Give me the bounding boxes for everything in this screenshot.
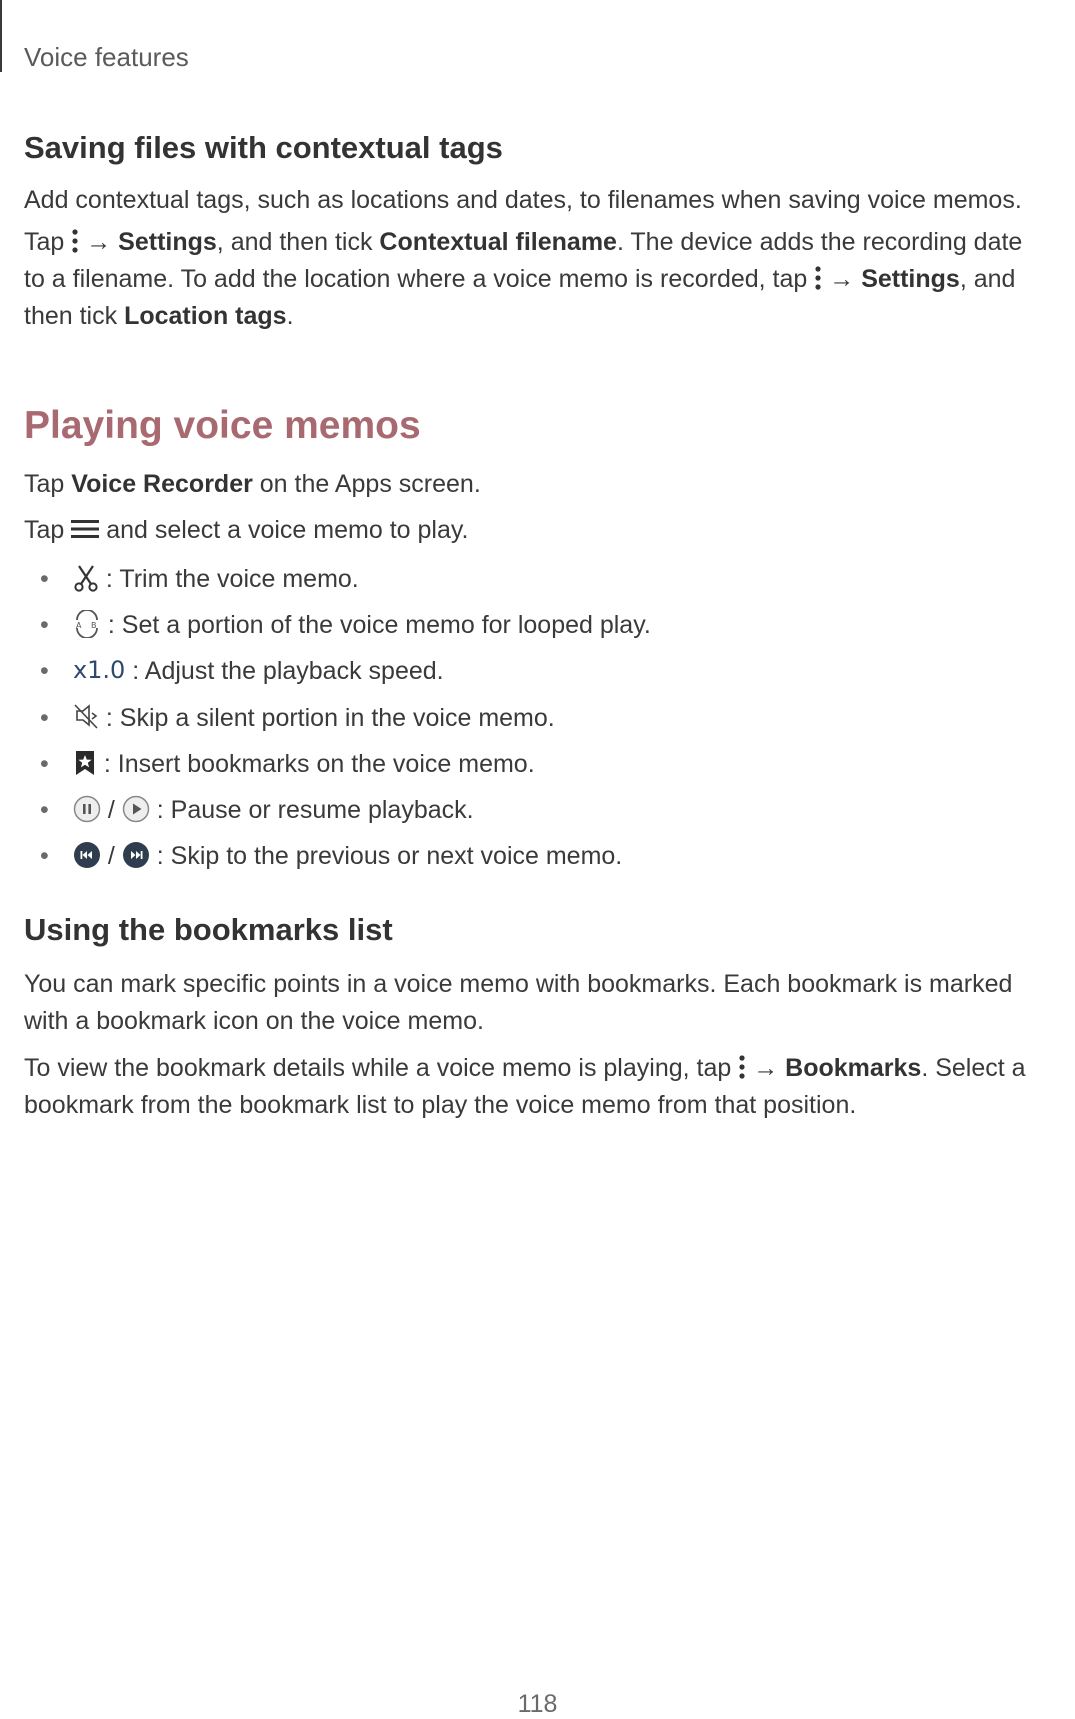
list-item: • / : Pause or resume playback. [40, 796, 474, 824]
bookmarks-instructions: To view the bookmark details while a voice memo is playing, tap → Bookmarks. Select a bookmark from the bookmark list to play the voice memo from that position. [24, 1054, 1026, 1119]
previous-icon [73, 841, 101, 869]
saving-instructions: Tap → Settings, and then tick Contextual filename. The device adds the recording date to a filename. To add the location where a voice memo is recorded, tap → Settings, and then tick Location tags. [24, 228, 1023, 330]
list-item: • x1.0 : Adjust the playback speed. [24, 653, 444, 691]
svg-text:A: A [75, 621, 82, 631]
list-item: • : Skip a silent portion in the voice memo. [40, 704, 555, 732]
more-options-icon [738, 1054, 746, 1080]
section-title-bookmarks: Using the bookmarks list [24, 912, 393, 947]
scissors-icon [73, 564, 99, 592]
list-icon [71, 518, 99, 540]
pause-icon [73, 795, 101, 823]
next-icon [122, 841, 150, 869]
saving-intro: Add contextual tags, such as locations and dates, to filenames when saving voice memos. [24, 186, 1022, 214]
more-options-icon [814, 265, 822, 291]
play-icon [122, 795, 150, 823]
skip-silence-icon [73, 703, 99, 731]
list-item: • : Insert bookmarks on the voice memo. [40, 750, 535, 778]
bookmark-star-icon [73, 750, 97, 776]
list-item: • : Trim the voice memo. [40, 565, 359, 593]
section-title-playing: Playing voice memos [24, 404, 421, 447]
ab-repeat-icon [73, 610, 101, 638]
page-number: 118 [517, 1690, 558, 1718]
playing-step-1: Tap Voice Recorder on the Apps screen. [24, 470, 481, 498]
list-item: • / : Skip to the previous or next voice memo. [40, 842, 623, 870]
bookmarks-intro: You can mark specific points in a voice memo with bookmarks. Each bookmark is marked with a bookmark icon on the voice memo. [24, 970, 1013, 1035]
speed-icon: x1.0 [72, 655, 126, 684]
list-item: • A B : Set a portion of the voice memo for looped play. [40, 611, 651, 639]
page-margin-rule [0, 0, 2, 72]
running-header: Voice features [24, 42, 189, 72]
section-title-saving: Saving files with contextual tags [24, 130, 503, 165]
more-options-icon [71, 228, 79, 254]
playing-step-2: Tap and select a voice memo to play. [24, 516, 469, 544]
svg-text:B: B [90, 621, 97, 631]
